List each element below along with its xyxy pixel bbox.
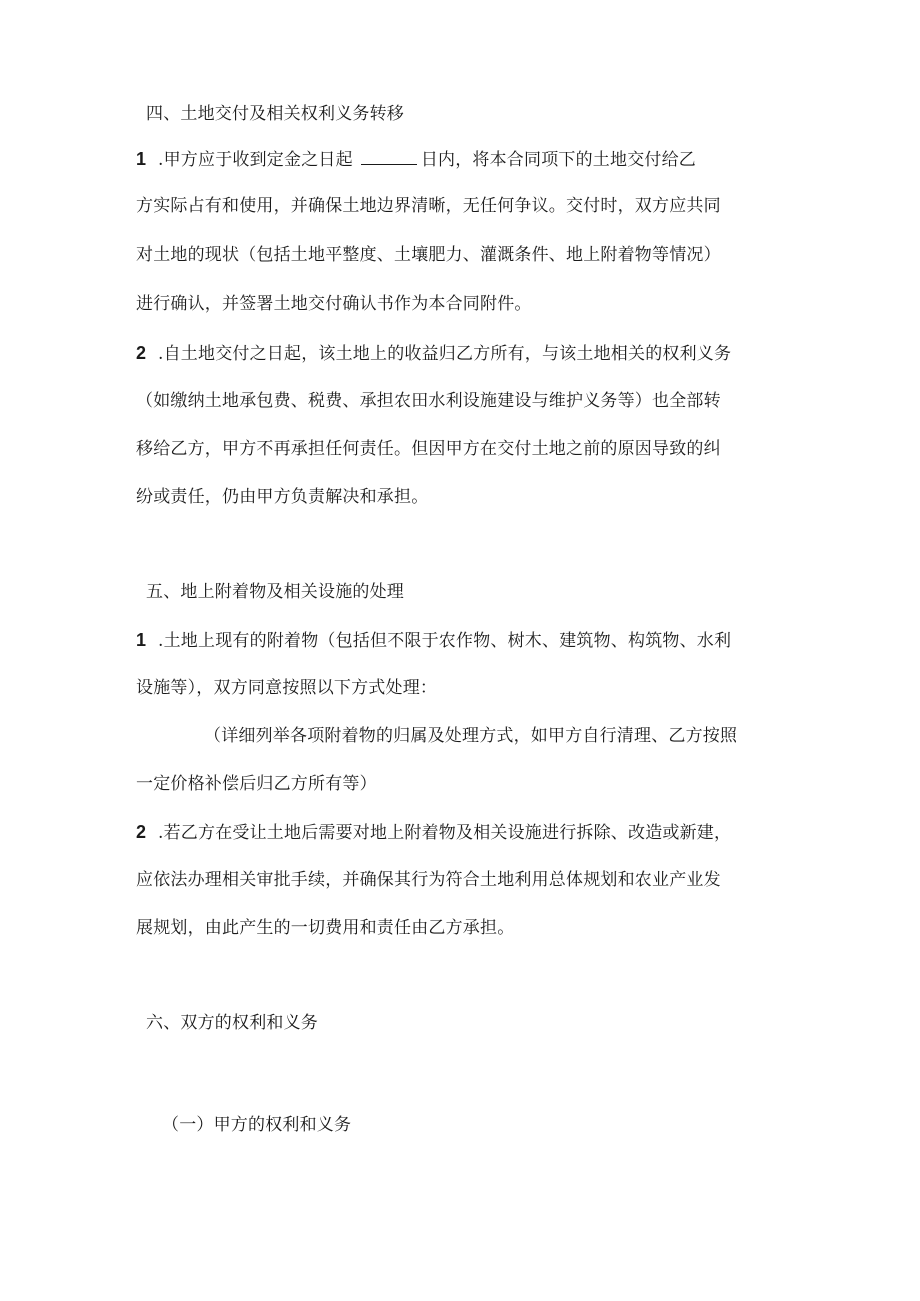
section-4-item-1-line-4: 进行确认，并签署土地交付确认书作为本合同附件。 xyxy=(136,294,532,314)
item-text: .若乙方在受让土地后需要对地上附着物及相关设施进行拆除、改造或新建， xyxy=(158,823,732,843)
section-5-item-2-line-2: 应依法办理相关审批手续，并确保其行为符合土地利用总体规划和农业产业发 xyxy=(136,870,721,890)
item-number: 1 xyxy=(136,630,147,650)
section-4-item-2-line-3: 移给乙方，甲方不再承担任何责任。但因甲方在交付土地之前的原因导致的纠 xyxy=(136,439,721,459)
section-4-item-1-line-1 xyxy=(136,147,696,172)
item-number: 2 xyxy=(136,343,147,363)
section-4-item-1-line-3: 对土地的现状（包括土地平整度、土壤肥力、灌溉条件、地上附着物等情况） xyxy=(136,245,721,265)
item-text: .土地上现有的附着物（包括但不限于农作物、树木、建筑物、构筑物、水利 xyxy=(158,631,732,651)
section-5-note-line-2: 一定价格补偿后归乙方所有等） xyxy=(136,774,377,794)
section-5-note-line-1: （详细列举各项附着物的归属及处理方式，如甲方自行清理、乙方按照 xyxy=(204,726,738,746)
section-4-heading: 四、土地交付及相关权利义务转移 xyxy=(146,104,404,124)
section-6-heading: 六、双方的权利和义务 xyxy=(146,1013,318,1033)
section-5-item-2-line-1 xyxy=(136,820,731,845)
item-text: .自土地交付之日起，该土地上的收益归乙方所有，与该土地相关的权利义务 xyxy=(158,344,732,364)
section-4-item-2-line-4: 纷或责任，仍由甲方负责解决和承担。 xyxy=(136,487,429,507)
section-4-item-1-line-2: 方实际占有和使用，并确保土地边界清晰，无任何争议。交付时，双方应共同 xyxy=(136,196,721,216)
section-4-item-2-line-1 xyxy=(136,341,731,366)
section-5-heading: 五、地上附着物及相关设施的处理 xyxy=(146,582,404,602)
item-number: 2 xyxy=(136,822,147,842)
section-5-item-1-line-1 xyxy=(136,628,731,653)
fill-in-blank-days xyxy=(361,149,417,165)
item-text: .甲方应于收到定金之日起 xyxy=(158,150,353,170)
section-4-item-2-line-2: （如缴纳土地承包费、税费、承担农田水利设施建设与维护义务等）也全部转 xyxy=(136,391,721,411)
section-5-item-2-line-3: 展规划，由此产生的一切费用和责任由乙方承担。 xyxy=(136,918,515,938)
item-text: 日内，将本合同项下的土地交付给乙 xyxy=(420,150,697,170)
section-6-subheading-party-a: （一）甲方的权利和义务 xyxy=(162,1115,352,1135)
item-number: 1 xyxy=(136,149,147,169)
section-5-item-1-line-2: 设施等），双方同意按照以下方式处理： xyxy=(136,678,438,698)
